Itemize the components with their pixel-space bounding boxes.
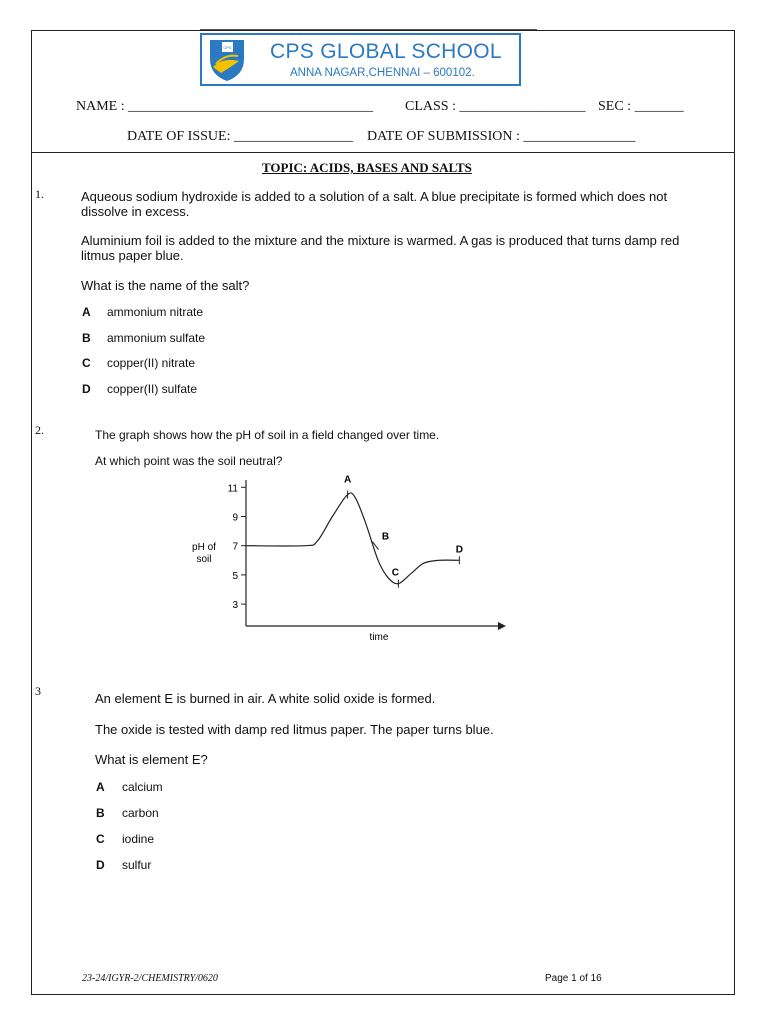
soil-ph-chart [170,474,530,652]
question-3-option-c[interactable]: iodine [122,832,155,846]
y-axis-label-line-1: pH of [192,542,216,553]
question-3-paragraph-2: The oxide is tested with damp red litmus paper. The paper turns blue. [95,722,494,737]
footer-page-number: Page 1 of 16 [545,973,602,984]
question-3-option-c-letter: C [96,832,105,846]
question-1-option-c-letter: C [82,356,91,370]
y-tick-label: 5 [232,570,238,582]
class-field[interactable]: CLASS : __________________ [405,99,586,114]
chart-points [344,475,463,588]
question-3-paragraph-1: An element E is burned in air. A white solid oxide is formed. [95,691,436,706]
school-address: ANNA NAGAR,CHENNAI – 600102. [290,67,475,79]
question-1-prompt: What is the name of the salt? [81,278,250,293]
question-2-prompt: At which point was the soil neutral? [95,454,283,468]
question-1-option-d-letter: D [82,382,91,396]
question-3-option-a[interactable]: calcium [122,780,163,794]
question-1-option-d[interactable]: copper(II) sulfate [107,382,198,396]
question-1-option-b[interactable]: ammonium sulfate [107,331,206,345]
header-divider [31,152,735,153]
question-3-prompt: What is element E? [95,752,208,767]
y-tick-label: 3 [232,600,238,612]
question-1-paragraph-2: Aluminium foil is added to the mixture and the mixture is warmed. A gas is produced that turns damp red litmus paper blue. [81,233,680,263]
topic-heading: TOPIC: ACIDS, BASES AND SALTS [262,160,472,175]
x-axis-label: time [369,632,389,643]
y-axis-label-line-2: soil [196,554,212,565]
question-1-number: 1. [35,187,44,201]
question-1-option-c[interactable]: copper(II) nitrate [107,356,196,370]
y-tick-label: 9 [232,512,238,524]
point-c-label: C [391,567,400,579]
question-3-number: 3 [35,684,41,698]
y-tick-label: 7 [232,541,238,553]
point-b-label: B [381,531,390,543]
x-axis-arrow [498,622,506,630]
question-1-option-b-letter: B [82,331,91,345]
question-3-option-d-letter: D [96,858,105,872]
footer-course-code: 23-24/IGYR-2/CHEMISTRY/0620 [82,973,218,984]
point-a-label: A [343,474,352,486]
ph-curve [246,493,459,584]
section-field[interactable]: SEC : _______ [598,99,684,114]
point-d-label: D [455,544,463,556]
question-3-option-d[interactable]: sulfur [122,858,152,872]
date-of-submission-field[interactable]: DATE OF SUBMISSION : ________________ [367,129,636,144]
school-crest-icon [207,37,247,83]
question-1-option-a-letter: A [82,305,91,319]
question-1-option-a[interactable]: ammonium nitrate [107,305,204,319]
question-1-paragraph-1: Aqueous sodium hydroxide is added to a solution of a salt. A blue precipitate is formed which does not dissolve in excess. [81,189,668,219]
date-of-issue-field[interactable]: DATE OF ISSUE: _________________ [127,129,353,144]
name-field[interactable]: NAME : ___________________________________ [76,99,374,114]
question-2-paragraph-1: The graph shows how the pH of soil in a field changed over time. [95,428,440,442]
question-3-option-b-letter: B [96,806,105,820]
question-3-option-a-letter: A [96,780,105,794]
y-tick-label: 11 [227,483,238,495]
question-2-number: 2. [35,423,44,437]
question-3-option-b[interactable]: carbon [122,806,159,820]
school-name: CPS GLOBAL SCHOOL [270,40,502,63]
chart-y-ticks [228,483,246,611]
crest-label: CPS [223,45,232,50]
